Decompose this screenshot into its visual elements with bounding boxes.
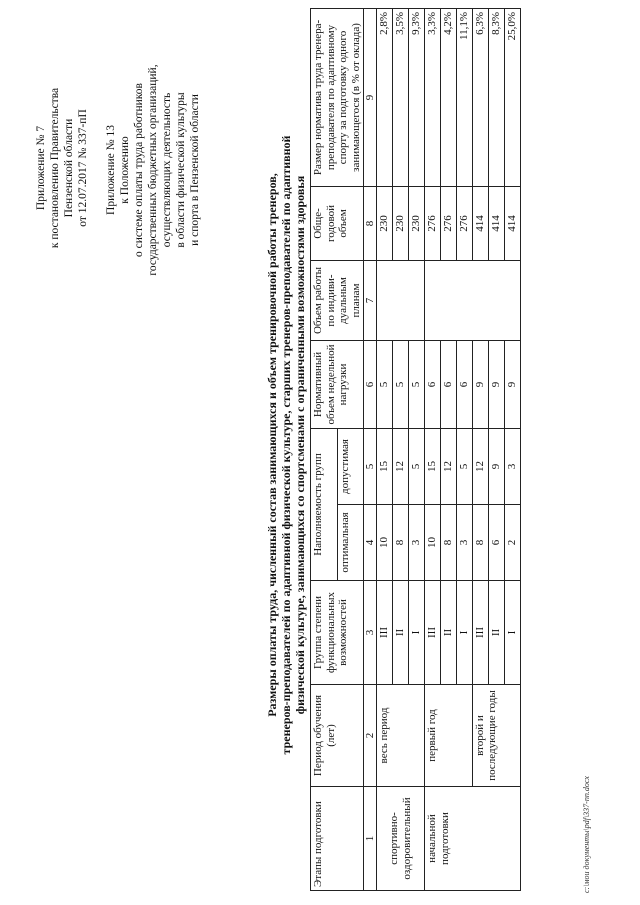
optimal-cell: 8 [441, 505, 457, 581]
norm-cell: 11,1% [457, 8, 473, 186]
header-row [311, 8, 338, 890]
group-cell: III [425, 581, 441, 685]
norm-cell: 9,3% [409, 8, 425, 186]
weekly-cell: 6 [441, 340, 457, 428]
norm-cell: 3,3% [425, 8, 441, 186]
group-cell: I [409, 581, 425, 685]
norm-cell: 3,5% [393, 8, 409, 186]
allowed-cell: 3 [505, 428, 521, 504]
appendix-line: к постановлению Правительства [49, 87, 61, 249]
group-cell: I [505, 581, 521, 685]
weekly-header: Нормативный объем недельной нагрузки [311, 340, 364, 428]
group-cell: II [441, 581, 457, 685]
allowed-cell: 12 [473, 428, 489, 504]
appendix-line: о системе оплаты труда работников [133, 83, 145, 257]
column-number: 9 [364, 8, 377, 186]
appendix-line: к Положению [119, 136, 131, 204]
allowed-cell: 12 [393, 428, 409, 504]
optimal-cell: 6 [489, 505, 505, 581]
fill-header: Наполняемость групп [311, 428, 338, 580]
weekly-cell: 5 [409, 340, 425, 428]
allowed-cell: 12 [441, 428, 457, 504]
title-line: Размеры оплаты труда, численный состав занимающихся и объем тренировочной работы тренеров, [265, 173, 279, 717]
stage-cell: начальной подготовки [425, 787, 521, 891]
appendix-line: от 12.07.2017 № 337-пП [77, 109, 89, 227]
column-number: 2 [364, 685, 377, 787]
allowed-cell: 15 [377, 428, 393, 504]
table-row [425, 8, 441, 890]
optimal-header: оптимальная [337, 505, 364, 581]
allowed-cell: 9 [489, 428, 505, 504]
appendix-line: осуществляющих деятельность [161, 92, 173, 248]
group-cell: III [377, 581, 393, 685]
appendix-line: и спорта в Пензенской области [189, 94, 201, 246]
column-number: 7 [364, 260, 377, 340]
period-cell: первый год [425, 685, 473, 787]
column-number: 3 [364, 581, 377, 685]
optimal-cell: 10 [425, 505, 441, 581]
optimal-cell: 10 [377, 505, 393, 581]
column-number: 4 [364, 505, 377, 581]
annual-cell: 230 [377, 186, 393, 260]
document-title [265, 105, 307, 785]
column-number: 1 [364, 787, 377, 891]
annual-cell: 414 [489, 186, 505, 260]
optimal-cell: 8 [473, 505, 489, 581]
title-line: тренеров-преподавателей по адаптивной физической культуре, старших тренеров-преподавателей по адаптивной [279, 135, 293, 755]
period-cell: весь период [377, 685, 425, 787]
table-row [473, 8, 489, 890]
norm-cell: 8,3% [489, 8, 505, 186]
optimal-cell: 8 [393, 505, 409, 581]
column-number: 5 [364, 428, 377, 504]
title-line: физической культуре, занимающихся со спортсменами с ограниченными возможностями здоровья [293, 175, 307, 715]
weekly-cell: 9 [473, 340, 489, 428]
allowed-cell: 15 [425, 428, 441, 504]
weekly-cell: 6 [425, 340, 441, 428]
annual-header: Обще-годовой объем [311, 186, 364, 260]
annual-cell: 414 [505, 186, 521, 260]
weekly-cell: 5 [393, 340, 409, 428]
individual-header: Объем работы по индиви-дуальным планам [311, 260, 364, 340]
stage-header: Этапы подготовки [311, 787, 364, 891]
norm-cell: 6,3% [473, 8, 489, 186]
annual-cell: 276 [425, 186, 441, 260]
group-cell: II [489, 581, 505, 685]
table-row [377, 8, 393, 890]
appendix-7-header [34, 78, 90, 258]
column-numbers-row [364, 8, 377, 890]
annual-cell: 276 [457, 186, 473, 260]
annual-cell: 276 [441, 186, 457, 260]
appendix-line: Приложение № 13 [105, 125, 117, 215]
group-cell: II [393, 581, 409, 685]
norm-cell: 4,2% [441, 8, 457, 186]
column-number: 8 [364, 186, 377, 260]
annual-cell: 414 [473, 186, 489, 260]
period-header: Период обучения (лет) [311, 685, 364, 787]
annual-cell: 230 [393, 186, 409, 260]
file-path-footer: c:\мои документы\pdf\337-пп.docx [582, 776, 591, 893]
column-number: 6 [364, 340, 377, 428]
appendix-line: государственных бюджетных организаций, [147, 64, 159, 276]
group-header: Группа степени функциональных возможностей [311, 581, 364, 685]
appendix-13-header [104, 50, 202, 290]
appendix-line: в области физической культуры [175, 92, 187, 248]
period-cell: второй и последующие годы [473, 685, 521, 787]
individual-cell [425, 260, 521, 340]
allowed-cell: 5 [457, 428, 473, 504]
optimal-cell: 3 [409, 505, 425, 581]
allowed-header: допустимая [337, 428, 364, 504]
allowed-cell: 5 [409, 428, 425, 504]
norm-cell: 25,0% [505, 8, 521, 186]
weekly-cell: 9 [505, 340, 521, 428]
norm-header: Размер норматива труда тренера-преподавателя по адаптивному спорту за подготовку одного занимающегося (в % от оклада) [311, 8, 364, 186]
individual-cell [377, 260, 425, 340]
group-cell: I [457, 581, 473, 685]
stage-cell: спортивно-оздоровительный [377, 787, 425, 891]
annual-cell: 230 [409, 186, 425, 260]
optimal-cell: 3 [457, 505, 473, 581]
weekly-cell: 9 [489, 340, 505, 428]
weekly-cell: 6 [457, 340, 473, 428]
optimal-cell: 2 [505, 505, 521, 581]
payment-norms-table [310, 8, 521, 891]
appendix-line: Пензенской области [63, 118, 75, 218]
weekly-cell: 5 [377, 340, 393, 428]
appendix-line: Приложение № 7 [35, 125, 47, 211]
group-cell: III [473, 581, 489, 685]
norm-cell: 2,8% [377, 8, 393, 186]
